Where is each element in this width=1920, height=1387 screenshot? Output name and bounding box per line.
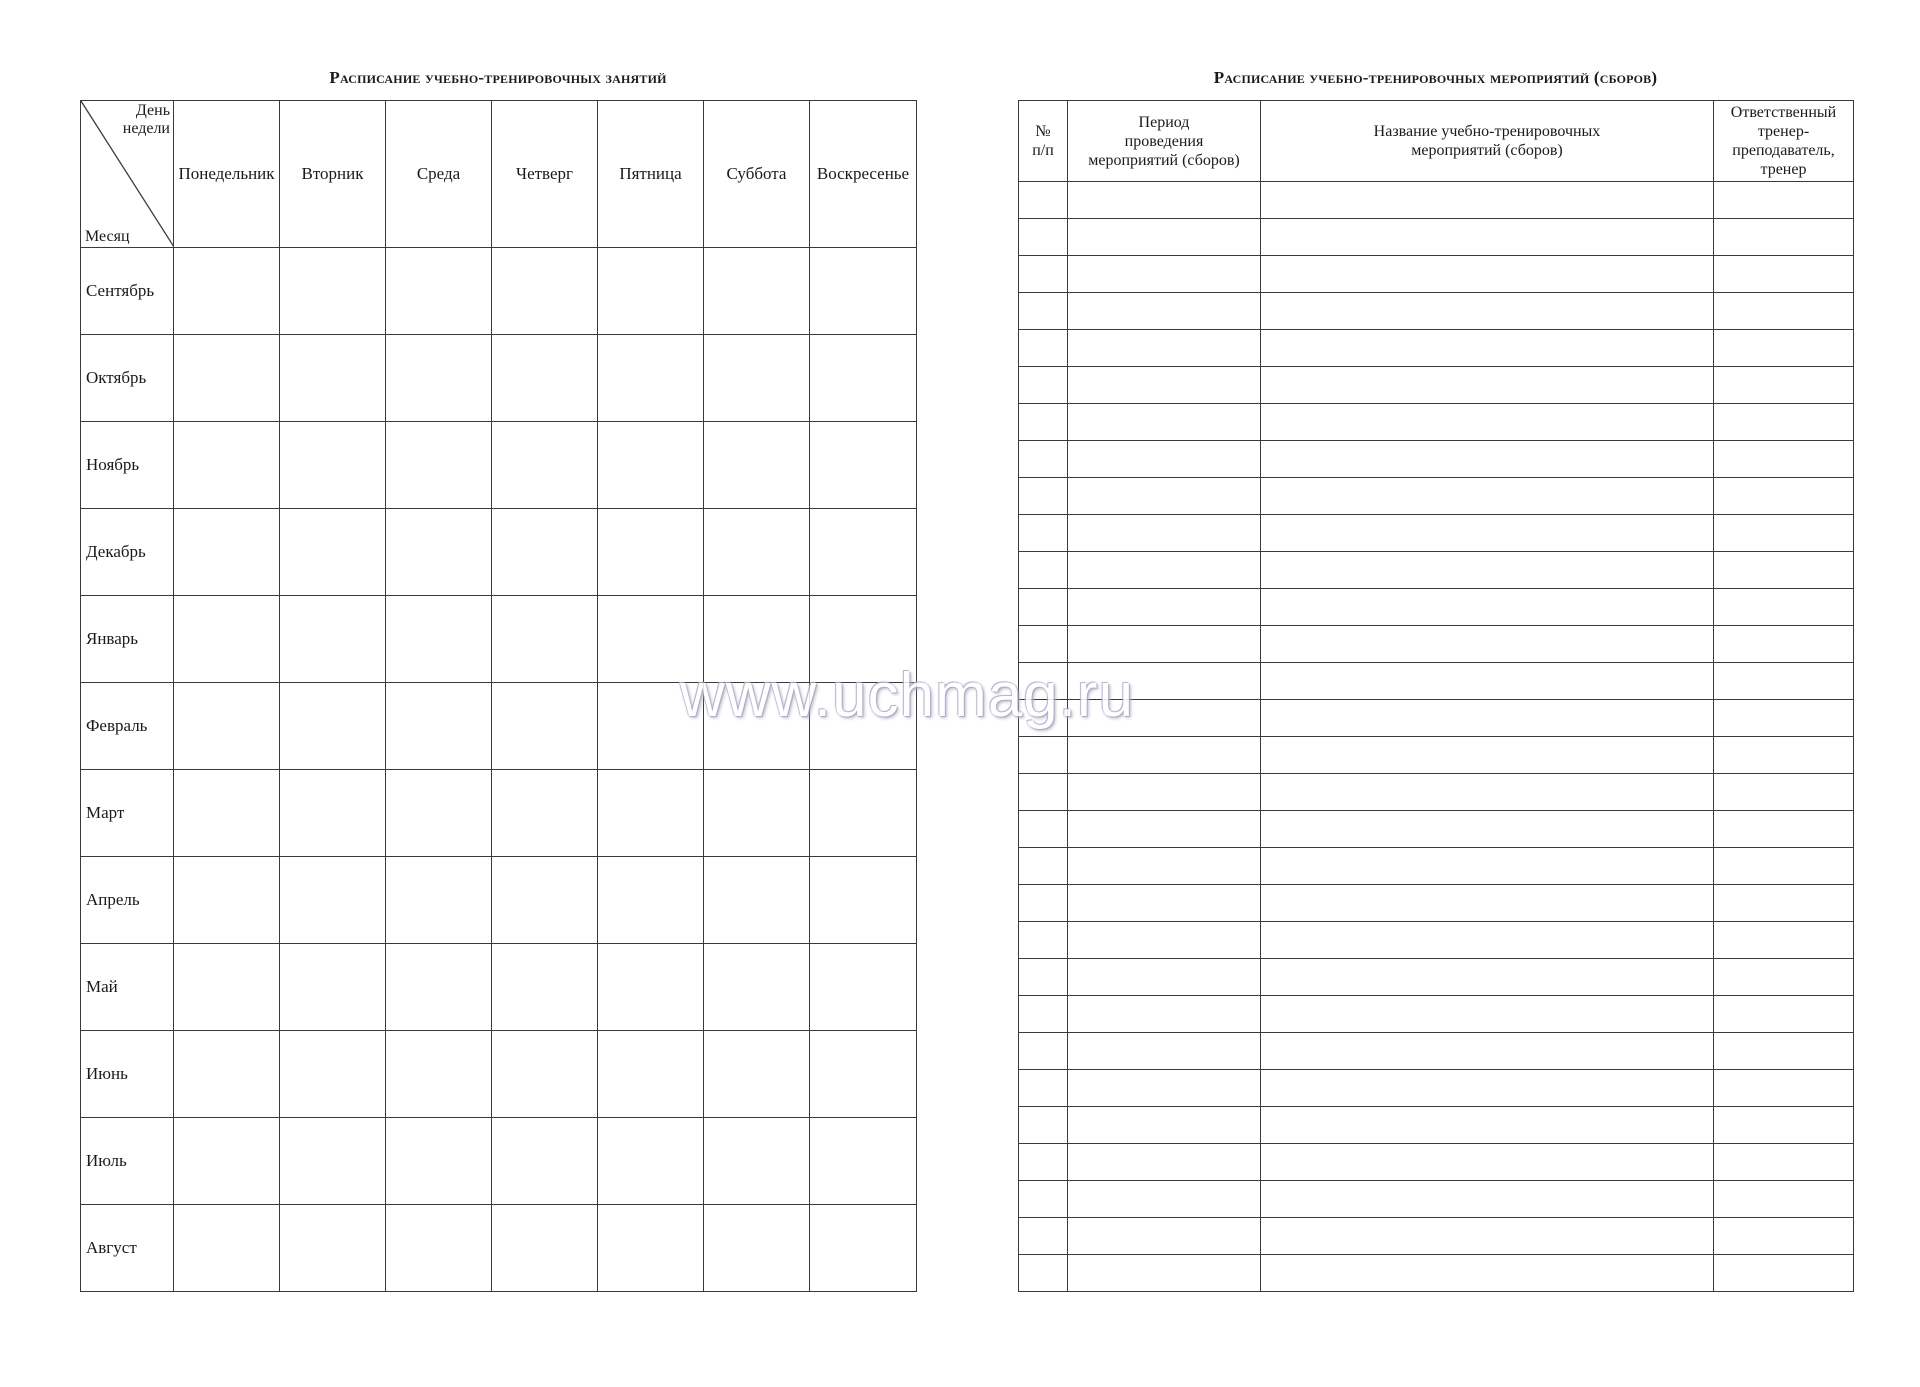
- period-cell[interactable]: [1068, 367, 1261, 404]
- schedule-cell[interactable]: [704, 248, 810, 335]
- number-cell[interactable]: [1019, 1255, 1068, 1292]
- month-row: [81, 422, 917, 509]
- event-name-cell[interactable]: [1261, 922, 1714, 959]
- event-row: [1019, 367, 1854, 404]
- number-cell[interactable]: [1019, 959, 1068, 996]
- schedule-cell[interactable]: [704, 857, 810, 944]
- coach-cell[interactable]: [1714, 1107, 1854, 1144]
- month-row: [81, 248, 917, 335]
- month-label: Месяц: [85, 228, 130, 245]
- coach-cell[interactable]: [1714, 589, 1854, 626]
- number-cell[interactable]: [1019, 1218, 1068, 1255]
- schedule-cell[interactable]: [280, 1205, 386, 1292]
- event-row: [1019, 1070, 1854, 1107]
- event-name-cell[interactable]: [1261, 737, 1714, 774]
- month-cell: Июнь: [81, 1031, 174, 1118]
- events-schedule-table: [1018, 100, 1854, 1292]
- event-name-cell[interactable]: [1261, 404, 1714, 441]
- period-cell[interactable]: [1068, 1070, 1261, 1107]
- event-name-cell[interactable]: [1261, 330, 1714, 367]
- period-cell[interactable]: [1068, 293, 1261, 330]
- month-row: [81, 335, 917, 422]
- event-row: [1019, 663, 1854, 700]
- event-name-cell[interactable]: [1261, 219, 1714, 256]
- coach-cell[interactable]: [1714, 996, 1854, 1033]
- event-row: [1019, 182, 1854, 219]
- number-cell[interactable]: [1019, 404, 1068, 441]
- event-row: [1019, 774, 1854, 811]
- event-row: [1019, 737, 1854, 774]
- schedule-cell[interactable]: [492, 1205, 598, 1292]
- schedule-cell[interactable]: [492, 770, 598, 857]
- coach-cell[interactable]: [1714, 182, 1854, 219]
- coach-cell[interactable]: [1714, 1070, 1854, 1107]
- event-name-cell[interactable]: [1261, 996, 1714, 1033]
- schedule-cell[interactable]: [280, 596, 386, 683]
- number-header: № п/п: [1019, 101, 1068, 182]
- schedule-cell[interactable]: [810, 770, 917, 857]
- schedule-cell[interactable]: [598, 1031, 704, 1118]
- schedule-cell[interactable]: [492, 248, 598, 335]
- period-cell[interactable]: [1068, 256, 1261, 293]
- month-cell: Август: [81, 1205, 174, 1292]
- event-name-cell[interactable]: [1261, 1070, 1714, 1107]
- schedule-cell[interactable]: [810, 857, 917, 944]
- month-cell: Июль: [81, 1118, 174, 1205]
- watermark: www.uchmag.ru: [680, 661, 1135, 730]
- event-row: [1019, 589, 1854, 626]
- schedule-cell[interactable]: [810, 1205, 917, 1292]
- coach-cell[interactable]: [1714, 441, 1854, 478]
- schedule-cell[interactable]: [386, 857, 492, 944]
- schedule-cell[interactable]: [386, 1118, 492, 1205]
- event-name-header: Название учебно-тренировочных мероприятий (сборов): [1261, 101, 1714, 182]
- schedule-cell[interactable]: [492, 596, 598, 683]
- coach-cell[interactable]: [1714, 330, 1854, 367]
- day-header: Среда: [386, 101, 492, 248]
- event-row: [1019, 1255, 1854, 1292]
- event-name-cell[interactable]: [1261, 774, 1714, 811]
- period-cell[interactable]: [1068, 1181, 1261, 1218]
- number-cell[interactable]: [1019, 182, 1068, 219]
- schedule-cell[interactable]: [704, 1118, 810, 1205]
- schedule-cell[interactable]: [492, 422, 598, 509]
- schedule-cell[interactable]: [174, 857, 280, 944]
- event-row: [1019, 1144, 1854, 1181]
- schedule-cell[interactable]: [386, 1031, 492, 1118]
- schedule-cell[interactable]: [492, 857, 598, 944]
- period-cell[interactable]: [1068, 1144, 1261, 1181]
- schedule-cell[interactable]: [280, 1031, 386, 1118]
- number-cell[interactable]: [1019, 922, 1068, 959]
- day-header: Суббота: [704, 101, 810, 248]
- event-name-cell[interactable]: [1261, 515, 1714, 552]
- month-cell: Май: [81, 944, 174, 1031]
- coach-cell[interactable]: [1714, 811, 1854, 848]
- coach-cell[interactable]: [1714, 663, 1854, 700]
- period-cell[interactable]: [1068, 811, 1261, 848]
- schedule-cell[interactable]: [598, 335, 704, 422]
- coach-cell[interactable]: [1714, 848, 1854, 885]
- period-cell[interactable]: [1068, 182, 1261, 219]
- event-row: [1019, 293, 1854, 330]
- number-cell[interactable]: [1019, 774, 1068, 811]
- month-cell: Апрель: [81, 857, 174, 944]
- number-cell[interactable]: [1019, 885, 1068, 922]
- coach-cell[interactable]: [1714, 1255, 1854, 1292]
- period-cell[interactable]: [1068, 219, 1261, 256]
- event-row: [1019, 1107, 1854, 1144]
- event-row: [1019, 441, 1854, 478]
- coach-cell[interactable]: [1714, 367, 1854, 404]
- schedule-cell[interactable]: [810, 1118, 917, 1205]
- period-cell[interactable]: [1068, 1107, 1261, 1144]
- schedule-cell[interactable]: [492, 509, 598, 596]
- number-cell[interactable]: [1019, 1181, 1068, 1218]
- event-row: [1019, 330, 1854, 367]
- period-cell[interactable]: [1068, 959, 1261, 996]
- event-name-cell[interactable]: [1261, 1255, 1714, 1292]
- event-name-cell[interactable]: [1261, 663, 1714, 700]
- coach-cell[interactable]: [1714, 256, 1854, 293]
- schedule-cell[interactable]: [280, 857, 386, 944]
- schedule-cell[interactable]: [280, 944, 386, 1031]
- number-cell[interactable]: [1019, 737, 1068, 774]
- number-cell[interactable]: [1019, 1107, 1068, 1144]
- schedule-cell[interactable]: [174, 248, 280, 335]
- coach-cell[interactable]: [1714, 515, 1854, 552]
- month-cell: Март: [81, 770, 174, 857]
- schedule-cell[interactable]: [174, 944, 280, 1031]
- event-row: [1019, 811, 1854, 848]
- event-name-cell[interactable]: [1261, 1033, 1714, 1070]
- event-name-cell[interactable]: [1261, 552, 1714, 589]
- number-cell[interactable]: [1019, 1144, 1068, 1181]
- period-cell[interactable]: [1068, 1255, 1261, 1292]
- event-row: [1019, 848, 1854, 885]
- period-cell[interactable]: [1068, 885, 1261, 922]
- month-row: [81, 1118, 917, 1205]
- coach-cell[interactable]: [1714, 404, 1854, 441]
- month-cell: Январь: [81, 596, 174, 683]
- event-name-cell[interactable]: [1261, 1144, 1714, 1181]
- month-cell: Декабрь: [81, 509, 174, 596]
- event-row: [1019, 552, 1854, 589]
- schedule-cell[interactable]: [492, 683, 598, 770]
- event-row: [1019, 515, 1854, 552]
- number-cell[interactable]: [1019, 219, 1068, 256]
- schedule-cell[interactable]: [386, 770, 492, 857]
- coach-cell[interactable]: [1714, 1218, 1854, 1255]
- event-name-cell[interactable]: [1261, 1218, 1714, 1255]
- period-cell[interactable]: [1068, 589, 1261, 626]
- coach-cell[interactable]: [1714, 1033, 1854, 1070]
- period-cell[interactable]: [1068, 552, 1261, 589]
- period-cell[interactable]: [1068, 626, 1261, 663]
- schedule-cell[interactable]: [810, 509, 917, 596]
- month-cell: Ноябрь: [81, 422, 174, 509]
- schedule-cell[interactable]: [386, 944, 492, 1031]
- schedule-cell[interactable]: [386, 335, 492, 422]
- period-cell[interactable]: [1068, 441, 1261, 478]
- schedule-cell[interactable]: [810, 335, 917, 422]
- schedule-cell[interactable]: [174, 422, 280, 509]
- number-cell[interactable]: [1019, 478, 1068, 515]
- schedule-cell[interactable]: [174, 683, 280, 770]
- schedule-cell[interactable]: [280, 683, 386, 770]
- schedule-cell[interactable]: [598, 857, 704, 944]
- month-row: [81, 857, 917, 944]
- schedule-cell[interactable]: [810, 248, 917, 335]
- period-cell[interactable]: [1068, 478, 1261, 515]
- event-row: [1019, 959, 1854, 996]
- day-month-corner-cell: [81, 101, 174, 248]
- number-cell[interactable]: [1019, 552, 1068, 589]
- event-name-cell[interactable]: [1261, 182, 1714, 219]
- coach-cell[interactable]: [1714, 959, 1854, 996]
- event-row: [1019, 922, 1854, 959]
- schedule-cell[interactable]: [704, 1205, 810, 1292]
- schedule-cell[interactable]: [492, 335, 598, 422]
- number-cell[interactable]: [1019, 589, 1068, 626]
- month-row: [81, 509, 917, 596]
- number-cell[interactable]: [1019, 515, 1068, 552]
- schedule-cell[interactable]: [598, 1118, 704, 1205]
- coach-cell[interactable]: [1714, 774, 1854, 811]
- period-cell[interactable]: [1068, 737, 1261, 774]
- day-header: Понедельник: [174, 101, 280, 248]
- event-name-cell[interactable]: [1261, 478, 1714, 515]
- month-cell: Февраль: [81, 683, 174, 770]
- schedule-cell[interactable]: [704, 944, 810, 1031]
- schedule-cell[interactable]: [492, 1118, 598, 1205]
- event-row: [1019, 1033, 1854, 1070]
- number-cell[interactable]: [1019, 996, 1068, 1033]
- schedule-cell[interactable]: [704, 509, 810, 596]
- period-cell[interactable]: [1068, 774, 1261, 811]
- schedule-cell[interactable]: [386, 509, 492, 596]
- day-header: Пятница: [598, 101, 704, 248]
- coach-cell[interactable]: [1714, 293, 1854, 330]
- schedule-events-title: Расписание учебно-тренировочных мероприятий (сборов): [1213, 68, 1658, 87]
- event-row: [1019, 700, 1854, 737]
- period-cell[interactable]: [1068, 515, 1261, 552]
- schedule-cell[interactable]: [810, 1031, 917, 1118]
- schedule-cell[interactable]: [598, 509, 704, 596]
- coach-cell[interactable]: [1714, 885, 1854, 922]
- schedule-cell[interactable]: [386, 596, 492, 683]
- event-row: [1019, 626, 1854, 663]
- event-name-cell[interactable]: [1261, 959, 1714, 996]
- coach-cell[interactable]: [1714, 737, 1854, 774]
- schedule-cell[interactable]: [174, 1205, 280, 1292]
- number-cell[interactable]: [1019, 1070, 1068, 1107]
- day-header: Воскресенье: [810, 101, 917, 248]
- schedule-cell[interactable]: [174, 770, 280, 857]
- period-cell[interactable]: [1068, 404, 1261, 441]
- event-name-cell[interactable]: [1261, 256, 1714, 293]
- coach-cell[interactable]: [1714, 1181, 1854, 1218]
- event-name-cell[interactable]: [1261, 626, 1714, 663]
- day-header: Четверг: [492, 101, 598, 248]
- schedule-cell[interactable]: [598, 944, 704, 1031]
- period-cell[interactable]: [1068, 996, 1261, 1033]
- schedule-cell[interactable]: [174, 596, 280, 683]
- events-header-row: [1019, 101, 1854, 182]
- number-cell[interactable]: [1019, 1033, 1068, 1070]
- event-row: [1019, 996, 1854, 1033]
- schedule-cell[interactable]: [280, 248, 386, 335]
- schedule-cell[interactable]: [598, 1205, 704, 1292]
- event-name-cell[interactable]: [1261, 589, 1714, 626]
- period-cell[interactable]: [1068, 330, 1261, 367]
- schedule-cell[interactable]: [492, 944, 598, 1031]
- event-row: [1019, 219, 1854, 256]
- month-cell: Сентябрь: [81, 248, 174, 335]
- schedule-cell[interactable]: [280, 1118, 386, 1205]
- coach-cell[interactable]: [1714, 922, 1854, 959]
- schedule-cell[interactable]: [704, 335, 810, 422]
- number-cell[interactable]: [1019, 256, 1068, 293]
- period-cell[interactable]: [1068, 1218, 1261, 1255]
- schedule-cell[interactable]: [386, 248, 492, 335]
- schedule-cell[interactable]: [598, 422, 704, 509]
- number-cell[interactable]: [1019, 626, 1068, 663]
- event-row: [1019, 404, 1854, 441]
- event-row: [1019, 478, 1854, 515]
- event-row: [1019, 885, 1854, 922]
- schedule-cell[interactable]: [174, 509, 280, 596]
- month-row: [81, 1205, 917, 1292]
- coach-cell[interactable]: [1714, 478, 1854, 515]
- coach-cell[interactable]: [1714, 1144, 1854, 1181]
- schedule-cell[interactable]: [810, 944, 917, 1031]
- schedule-classes-title: Расписание учебно-тренировочных занятий: [329, 68, 667, 87]
- schedule-cell[interactable]: [386, 422, 492, 509]
- schedule-cell[interactable]: [280, 422, 386, 509]
- coach-cell[interactable]: [1714, 626, 1854, 663]
- month-row: [81, 770, 917, 857]
- event-name-cell[interactable]: [1261, 700, 1714, 737]
- schedule-cell[interactable]: [704, 770, 810, 857]
- schedule-cell[interactable]: [174, 1118, 280, 1205]
- event-name-cell[interactable]: [1261, 1107, 1714, 1144]
- responsible-coach-header: Ответственный тренер- преподаватель, тренер: [1714, 101, 1854, 182]
- classes-header-row: [81, 101, 917, 248]
- day-of-week-label: День недели: [122, 102, 170, 137]
- schedule-cell[interactable]: [386, 1205, 492, 1292]
- schedule-cell[interactable]: [492, 1031, 598, 1118]
- event-name-cell[interactable]: [1261, 367, 1714, 404]
- number-cell[interactable]: [1019, 848, 1068, 885]
- schedule-cell[interactable]: [704, 422, 810, 509]
- schedule-cell[interactable]: [598, 770, 704, 857]
- period-cell[interactable]: [1068, 922, 1261, 959]
- number-cell[interactable]: [1019, 367, 1068, 404]
- event-row: [1019, 256, 1854, 293]
- schedule-cell[interactable]: [280, 770, 386, 857]
- coach-cell[interactable]: [1714, 700, 1854, 737]
- number-cell[interactable]: [1019, 811, 1068, 848]
- period-header: Период проведения мероприятий (сборов): [1068, 101, 1261, 182]
- schedule-cell[interactable]: [280, 509, 386, 596]
- schedule-cell[interactable]: [280, 335, 386, 422]
- schedule-cell[interactable]: [174, 1031, 280, 1118]
- number-cell[interactable]: [1019, 441, 1068, 478]
- schedule-cell[interactable]: [386, 683, 492, 770]
- number-cell[interactable]: [1019, 293, 1068, 330]
- schedule-cell[interactable]: [598, 248, 704, 335]
- month-cell: Октябрь: [81, 335, 174, 422]
- coach-cell[interactable]: [1714, 552, 1854, 589]
- event-row: [1019, 1218, 1854, 1255]
- month-row: [81, 944, 917, 1031]
- event-row: [1019, 1181, 1854, 1218]
- month-row: [81, 1031, 917, 1118]
- schedule-cell[interactable]: [704, 1031, 810, 1118]
- schedule-cell[interactable]: [810, 422, 917, 509]
- period-cell[interactable]: [1068, 1033, 1261, 1070]
- schedule-cell[interactable]: [174, 335, 280, 422]
- day-header: Вторник: [280, 101, 386, 248]
- event-name-cell[interactable]: [1261, 811, 1714, 848]
- event-name-cell[interactable]: [1261, 1181, 1714, 1218]
- event-name-cell[interactable]: [1261, 441, 1714, 478]
- number-cell[interactable]: [1019, 330, 1068, 367]
- event-name-cell[interactable]: [1261, 293, 1714, 330]
- coach-cell[interactable]: [1714, 219, 1854, 256]
- event-name-cell[interactable]: [1261, 885, 1714, 922]
- period-cell[interactable]: [1068, 848, 1261, 885]
- event-name-cell[interactable]: [1261, 848, 1714, 885]
